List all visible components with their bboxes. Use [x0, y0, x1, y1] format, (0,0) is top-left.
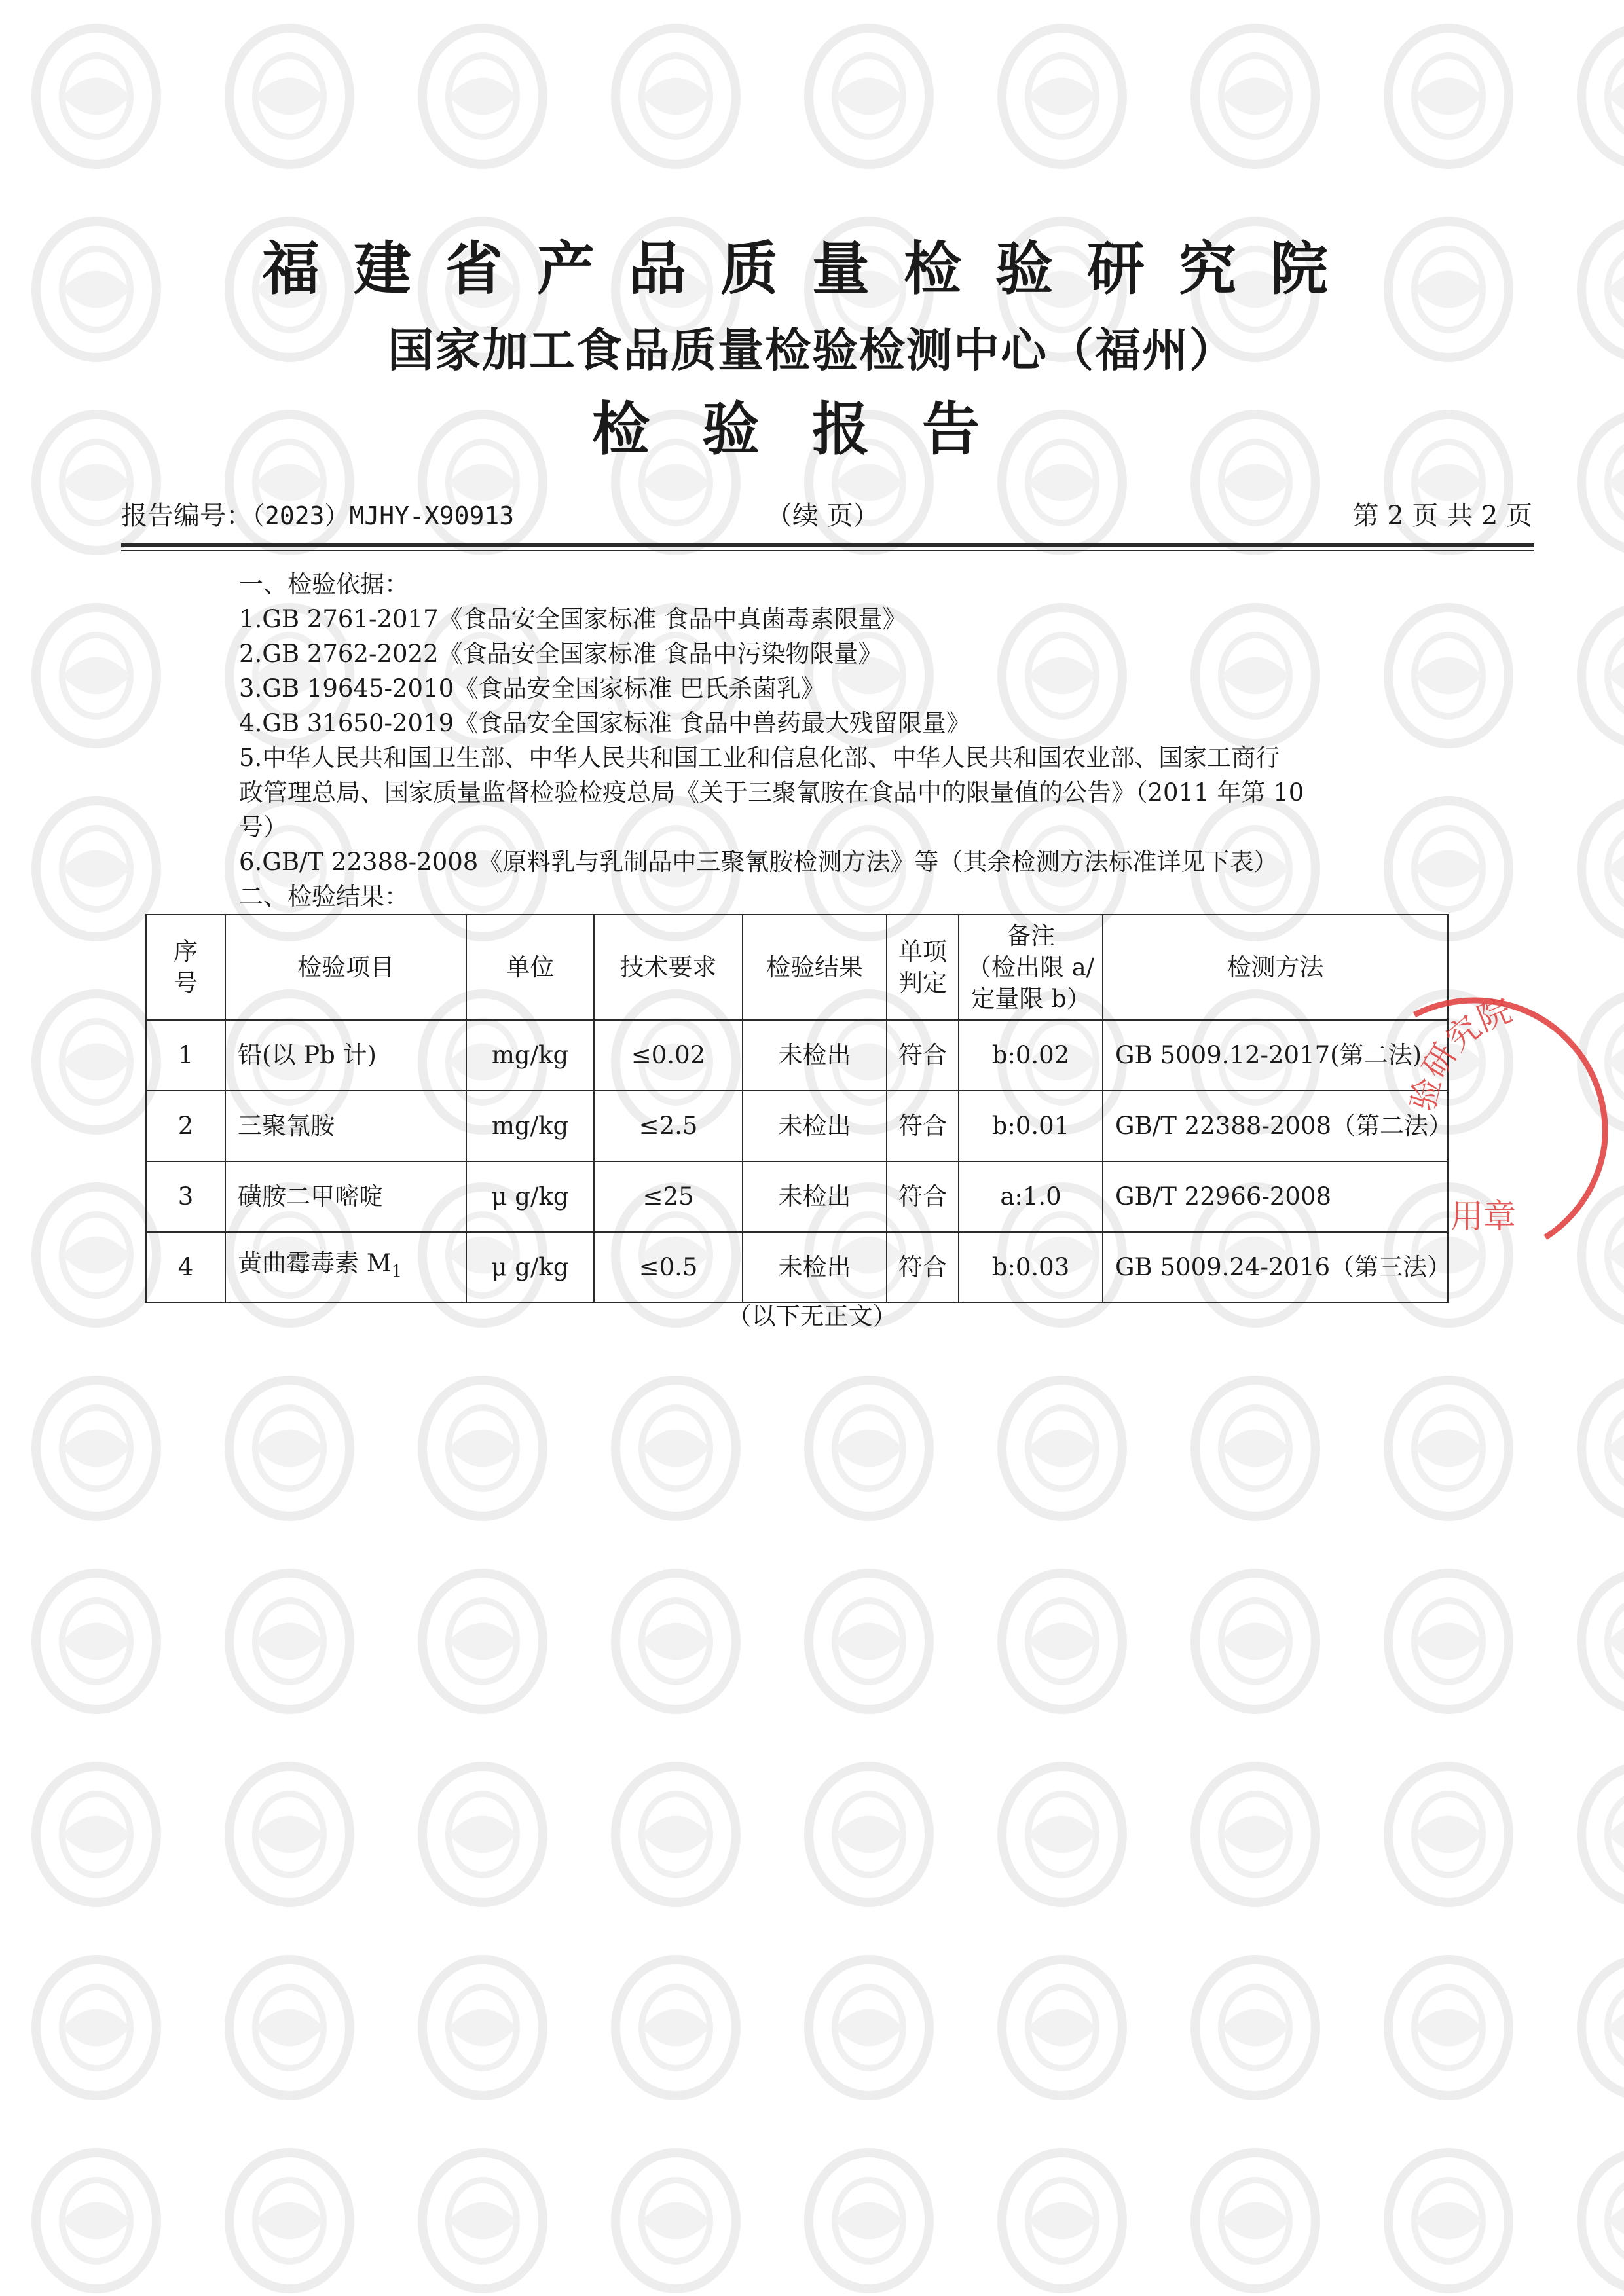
cell-result: 未检出 — [743, 1020, 887, 1091]
cell-judgement: 符合 — [887, 1161, 959, 1232]
col-note: 备注 （检出限 a/ 定量限 b） — [959, 915, 1103, 1020]
basis-item: 4.GB 31650-2019《食品安全国家标准 食品中兽药最大残留限量》 — [239, 709, 970, 737]
table-row — [146, 1161, 1448, 1232]
cell-item: 黄曲霉毒素 $M_1$ — [225, 1232, 466, 1303]
cell-item: 磺胺二甲嘧啶 — [225, 1161, 466, 1232]
cell-method: GB 5009.12-2017(第二法) — [1103, 1020, 1448, 1091]
cell-note: b:0.03 — [959, 1232, 1103, 1303]
cell-requirement: ≤2.5 — [594, 1091, 743, 1161]
col-judgement: 单项 判定 — [887, 915, 959, 1020]
org-name: 福建省产品质量检验研究院 — [261, 234, 1362, 302]
cell-result: 未检出 — [743, 1091, 887, 1161]
cell-item: 三聚氰胺 — [225, 1091, 466, 1161]
cell-requirement: ≤0.02 — [594, 1020, 743, 1091]
page-info: 第 2 页 共 2 页 — [1352, 501, 1532, 531]
cell-note: a:1.0 — [959, 1161, 1103, 1232]
basis-item: 5.中华人民共和国卫生部、中华人民共和国工业和信息化部、中华人民共和国农业部、国家工商行 — [239, 744, 1280, 772]
basis-item: 3.GB 19645-2010《食品安全国家标准 巴氏杀菌乳》 — [239, 674, 825, 702]
cell-requirement: ≤25 — [594, 1161, 743, 1232]
col-method: 检测方法 — [1103, 915, 1448, 1020]
seal-arc-text: 验研究院 — [1403, 991, 1517, 1115]
inspection-basis-section — [239, 567, 1457, 914]
cell-note: b:0.01 — [959, 1091, 1103, 1161]
seal-side-text: 用章 — [1450, 1197, 1516, 1235]
cell-item: 铅(以 Pb 计) — [225, 1020, 466, 1091]
cell-result: 未检出 — [743, 1232, 887, 1303]
results-heading: 二、检验结果： — [239, 883, 409, 911]
document-title: 检验报告 — [591, 395, 1032, 463]
header-rule-thick — [121, 543, 1534, 547]
basis-heading: 一、检验依据： — [239, 570, 409, 598]
cell-judgement: 符合 — [887, 1020, 959, 1091]
cell-method: GB/T 22388-2008（第二法） — [1103, 1091, 1448, 1161]
cell-judgement: 符合 — [887, 1232, 959, 1303]
basis-item: 1.GB 2761-2017《食品安全国家标准 食品中真菌毒素限量》 — [239, 605, 907, 633]
report-number-label: 报告编号： — [121, 501, 252, 531]
end-of-text-note: （以下无正文） — [727, 1302, 897, 1330]
basis-item: 政管理总局、国家质量监督检验检疫总局《关于三聚氰胺在食品中的限量值的公告》（2011 年第 10 — [239, 778, 1304, 807]
header-rule-thin — [121, 550, 1534, 551]
table-row — [146, 1091, 1448, 1161]
cell-result: 未检出 — [743, 1161, 887, 1232]
cell-unit: μ g/kg — [466, 1161, 594, 1232]
table-row — [146, 1232, 1448, 1303]
cell-method: GB/T 22966-2008 — [1103, 1161, 1448, 1232]
cell-judgement: 符合 — [887, 1091, 959, 1161]
center-name: 国家加工食品质量检验检测中心（福州） — [388, 323, 1236, 377]
cell-unit: μ g/kg — [466, 1232, 594, 1303]
cell-seq: 4 — [146, 1232, 225, 1303]
report-number-line — [121, 498, 514, 534]
cell-unit: mg/kg — [466, 1020, 594, 1091]
col-item: 检验项目 — [225, 915, 466, 1020]
col-unit: 单位 — [466, 915, 594, 1020]
basis-item: 号） — [239, 813, 287, 841]
cell-note: b:0.02 — [959, 1020, 1103, 1091]
table-header-row — [146, 915, 1448, 1020]
results-table — [145, 914, 1453, 1303]
cell-seq: 2 — [146, 1091, 225, 1161]
continued-page-mark: （续 页） — [766, 501, 879, 531]
col-requirement: 技术要求 — [594, 915, 743, 1020]
cell-seq: 3 — [146, 1161, 225, 1232]
basis-item: 2.GB 2762-2022《食品安全国家标准 食品中污染物限量》 — [239, 640, 883, 668]
cell-seq: 1 — [146, 1020, 225, 1091]
col-result: 检验结果 — [743, 915, 887, 1020]
table-row — [146, 1020, 1448, 1091]
report-number: （2023）MJHY-X90913 — [252, 501, 515, 530]
cell-unit: mg/kg — [466, 1091, 594, 1161]
cell-requirement: ≤0.5 — [594, 1232, 743, 1303]
col-seq: 序 号 — [146, 915, 225, 1020]
basis-item: 6.GB/T 22388-2008《原料乳与乳制品中三聚氰胺检测方法》等（其余检测方法标准详见下表） — [239, 848, 1278, 876]
cell-method: GB 5009.24-2016（第三法） — [1103, 1232, 1448, 1303]
